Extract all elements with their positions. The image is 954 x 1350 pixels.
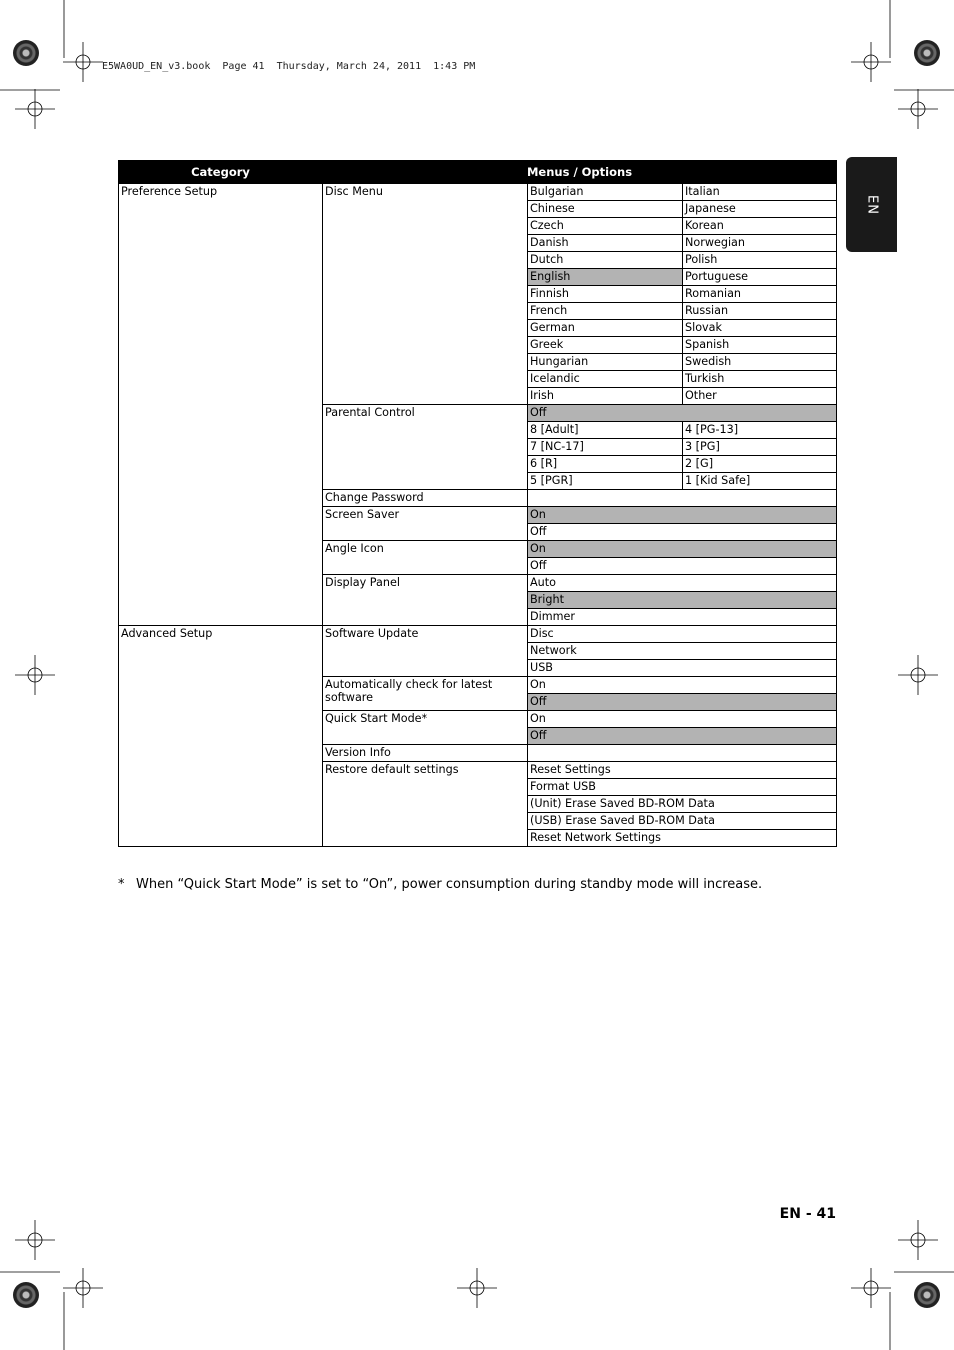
option-cell: 7 [NC-17] [528, 439, 683, 456]
option-cell [528, 745, 837, 762]
option-cell: Bulgarian [528, 184, 683, 201]
option-cell: Reset Settings [528, 762, 837, 779]
option-cell: Turkish [683, 371, 837, 388]
option-cell: Romanian [683, 286, 837, 303]
option-cell: Spanish [683, 337, 837, 354]
option-cell: 1 [Kid Safe] [683, 473, 837, 490]
option-cell: Polish [683, 252, 837, 269]
option-cell: Chinese [528, 201, 683, 218]
option-cell: Italian [683, 184, 837, 201]
footnote-mark: * [118, 877, 125, 892]
settings-table [118, 160, 837, 847]
option-cell: Russian [683, 303, 837, 320]
menu-cell: Display Panel [323, 575, 528, 626]
option-cell: Irish [528, 388, 683, 405]
option-cell: Finnish [528, 286, 683, 303]
footnote-text: When “Quick Start Mode” is set to “On”, power consumption during standby mode will increase. [136, 877, 763, 892]
option-cell: Korean [683, 218, 837, 235]
option-cell: Czech [528, 218, 683, 235]
menu-cell: Angle Icon [323, 541, 528, 575]
option-cell: Slovak [683, 320, 837, 337]
menu-cell: Software Update [323, 626, 528, 677]
option-cell: Norwegian [683, 235, 837, 252]
option-cell: Network [528, 643, 837, 660]
option-cell: Bright [528, 592, 837, 609]
table-row [119, 184, 837, 201]
option-cell: Off [528, 728, 837, 745]
option-cell: Hungarian [528, 354, 683, 371]
option-cell: 2 [G] [683, 456, 837, 473]
option-cell: USB [528, 660, 837, 677]
option-cell: On [528, 677, 837, 694]
option-cell: Off [528, 405, 837, 422]
table-body [119, 184, 837, 847]
option-cell: Swedish [683, 354, 837, 371]
page-number: EN - 41 [779, 1206, 836, 1222]
side-tab-label: EN [864, 194, 879, 215]
header-menus-options: Menus / Options [323, 161, 837, 184]
option-cell: Off [528, 524, 837, 541]
menu-cell: Parental Control [323, 405, 528, 490]
footnote [118, 877, 762, 892]
option-cell [528, 490, 837, 507]
option-cell: On [528, 711, 837, 728]
table-row [119, 626, 837, 643]
option-cell: 5 [PGR] [528, 473, 683, 490]
menu-cell: Restore default settings [323, 762, 528, 847]
option-cell: German [528, 320, 683, 337]
option-cell: Other [683, 388, 837, 405]
print-header: E5WA0UD_EN_v3.book Page 41 Thursday, March 24, 2011 1:43 PM [102, 61, 476, 72]
table-header-row [119, 161, 837, 184]
option-cell: Reset Network Settings [528, 830, 837, 847]
option-cell: Auto [528, 575, 837, 592]
option-cell: Disc [528, 626, 837, 643]
option-cell: Icelandic [528, 371, 683, 388]
header-category: Category [119, 161, 323, 184]
menu-cell: Change Password [323, 490, 528, 507]
category-cell: Advanced Setup [119, 626, 323, 847]
language-side-tab [846, 157, 897, 252]
option-cell: Format USB [528, 779, 837, 796]
menu-cell: Screen Saver [323, 507, 528, 541]
option-cell: English [528, 269, 683, 286]
option-cell: 4 [PG-13] [683, 422, 837, 439]
menu-cell: Disc Menu [323, 184, 528, 405]
category-cell: Preference Setup [119, 184, 323, 626]
option-cell: Off [528, 558, 837, 575]
option-cell: 6 [R] [528, 456, 683, 473]
option-cell: Dimmer [528, 609, 837, 626]
option-cell: On [528, 541, 837, 558]
menu-cell: Quick Start Mode* [323, 711, 528, 745]
option-cell: (Unit) Erase Saved BD-ROM Data [528, 796, 837, 813]
menu-cell: Version Info [323, 745, 528, 762]
menu-cell: Automatically check for latest software [323, 677, 528, 711]
option-cell: Portuguese [683, 269, 837, 286]
option-cell: Off [528, 694, 837, 711]
option-cell: Danish [528, 235, 683, 252]
option-cell: Greek [528, 337, 683, 354]
option-cell: 3 [PG] [683, 439, 837, 456]
option-cell: Japanese [683, 201, 837, 218]
option-cell: French [528, 303, 683, 320]
option-cell: (USB) Erase Saved BD-ROM Data [528, 813, 837, 830]
option-cell: On [528, 507, 837, 524]
option-cell: 8 [Adult] [528, 422, 683, 439]
option-cell: Dutch [528, 252, 683, 269]
